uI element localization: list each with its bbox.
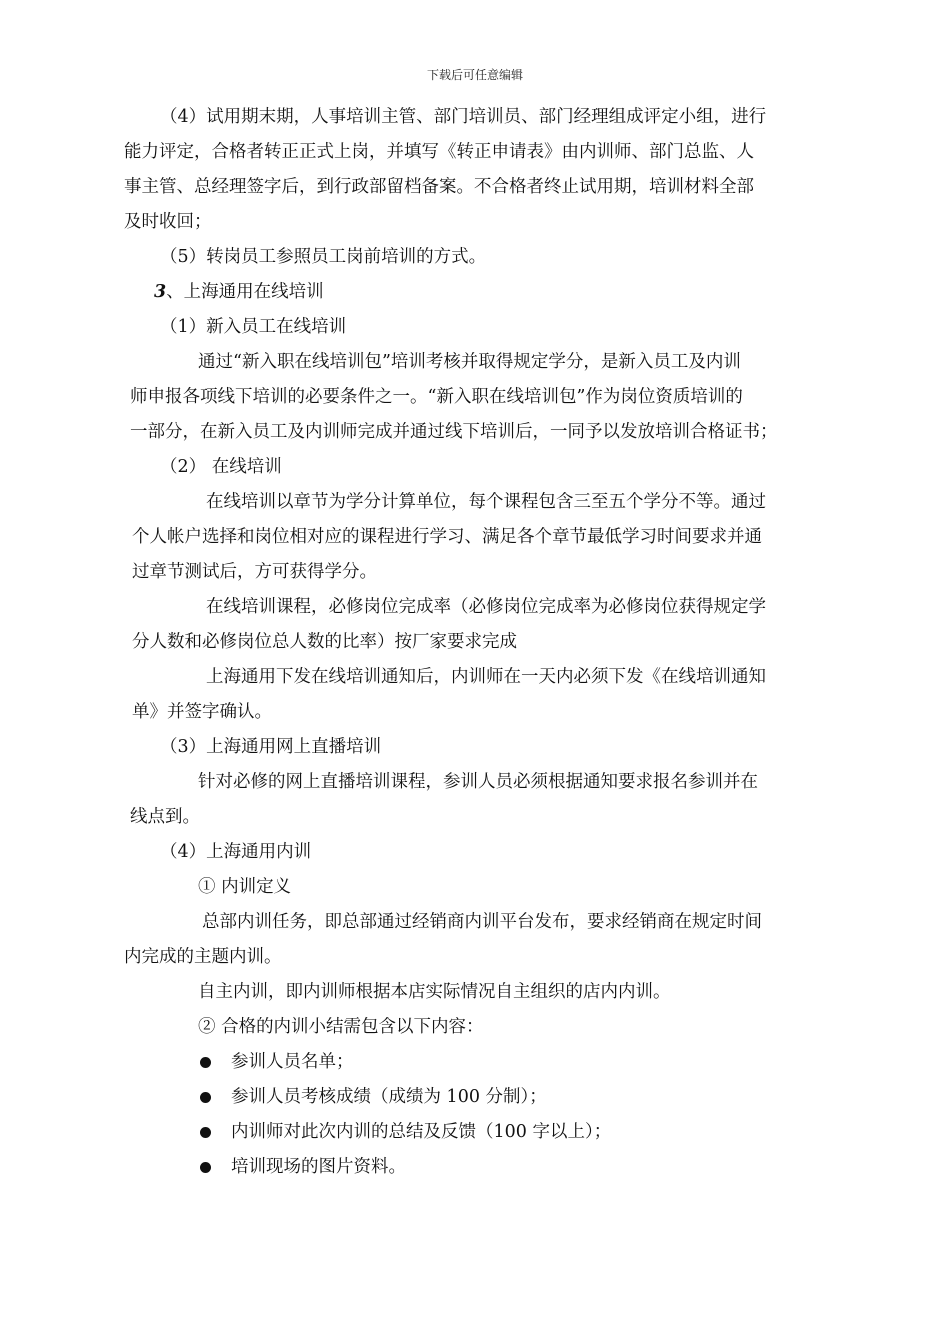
bullet-icon [200, 1092, 211, 1103]
subsection-heading: （1）新入员工在线培训 [160, 317, 347, 337]
paragraph-line: 总部内训任务，即总部通过经销商内训平台发布，要求经销商在规定时间 [202, 912, 762, 932]
paragraph-line: 针对必修的网上直播培训课程，参训人员必须根据通知要求报名参训并在 [198, 772, 758, 792]
paragraph-line: 内完成的主题内训。 [124, 947, 282, 967]
bullet-item [124, 1150, 830, 1185]
paragraph-line: 师申报各项线下培训的必要条件之一。“新入职在线培训包”作为岗位资质培训的 [130, 387, 743, 407]
paragraph-line: 单》并签字确认。 [132, 702, 272, 722]
bullet-text: 参训人员名单； [231, 1052, 354, 1072]
paragraph-line: 事主管、总经理签字后，到行政部留档备案。不合格者终止试用期，培训材料全部 [124, 177, 754, 197]
bullet-text: 内训师对此次内训的总结及反馈（100 字以上）； [231, 1122, 612, 1142]
section-heading [124, 275, 830, 310]
numbered-heading: ① 内训定义 [198, 877, 292, 897]
bullet-icon [200, 1162, 211, 1173]
bullet-icon [200, 1057, 211, 1068]
paragraph-line: （5）转岗员工参照员工岗前培训的方式。 [160, 247, 487, 267]
paragraph-line: 能力评定，合格者转正正式上岗，并填写《转正申请表》由内训师、部门总监、人 [124, 142, 754, 162]
document-body [124, 100, 830, 1185]
bullet-text: 参训人员考核成绩（成绩为 100 分制）； [231, 1087, 547, 1107]
bullet-text: 培训现场的图片资料。 [231, 1157, 406, 1177]
numbered-heading: ② 合格的内训小结需包含以下内容： [198, 1017, 484, 1037]
section-number: 3 [154, 282, 167, 302]
paragraph-line: 过章节测试后，方可获得学分。 [132, 562, 377, 582]
subsection-heading: （2） 在线培训 [160, 457, 282, 477]
paragraph-line: 线点到。 [130, 807, 200, 827]
paragraph-line: 分人数和必修岗位总人数的比率）按厂家要求完成 [132, 632, 517, 652]
paragraph-line: 通过“新入职在线培训包”培训考核并取得规定学分，是新入员工及内训 [198, 352, 741, 372]
paragraph-line: 上海通用下发在线培训通知后，内训师在一天内必须下发《在线培训通知 [206, 667, 766, 687]
paragraph-line: 个人帐户选择和岗位相对应的课程进行学习、满足各个章节最低学习时间要求并通 [132, 527, 762, 547]
section-title: 、上海通用在线培训 [166, 282, 324, 302]
paragraph-line: （4）试用期末期，人事培训主管、部门培训员、部门经理组成评定小组，进行 [160, 107, 767, 127]
paragraph-line: 在线培训以章节为学分计算单位，每个课程包含三至五个学分不等。通过 [206, 492, 766, 512]
subsection-heading: （4）上海通用内训 [160, 842, 312, 862]
page-header: 下载后可任意编辑 [426, 68, 523, 82]
bullet-item [124, 1115, 830, 1150]
paragraph-line: 自主内训，即内训师根据本店实际情况自主组织的店内内训。 [198, 982, 671, 1002]
paragraph-line: 及时收回； [124, 212, 212, 232]
subsection-heading: （3）上海通用网上直播培训 [160, 737, 382, 757]
bullet-item [124, 1045, 830, 1080]
bullet-item [124, 1080, 830, 1115]
paragraph-line: 一部分，在新入员工及内训师完成并通过线下培训后，一同予以发放培训合格证书； [130, 422, 778, 442]
paragraph-line: 在线培训课程，必修岗位完成率（必修岗位完成率为必修岗位获得规定学 [206, 597, 766, 617]
bullet-icon [200, 1127, 211, 1138]
